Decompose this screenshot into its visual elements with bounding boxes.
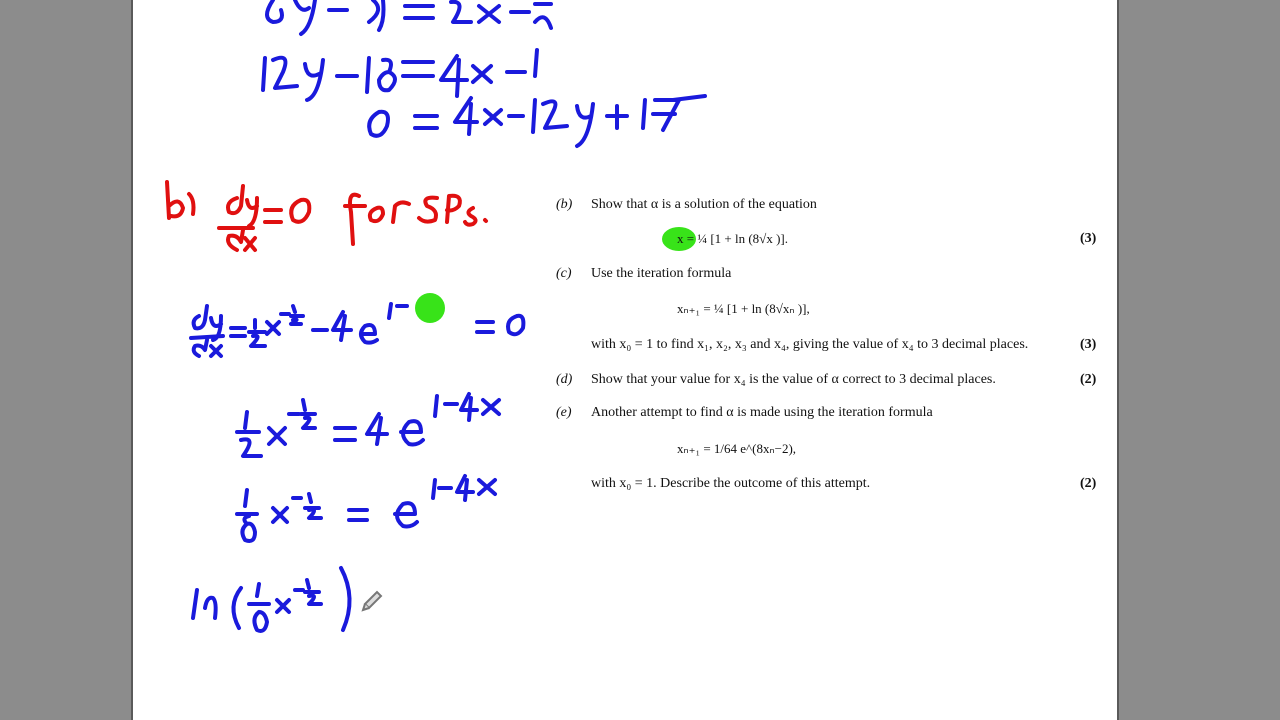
right-margin-panel <box>1117 0 1280 720</box>
pen-cursor-icon <box>363 592 381 610</box>
handwriting-canvas <box>133 0 1117 720</box>
hw-step3 <box>193 568 350 631</box>
question-text: with x₀ = 1. Describe the outcome of this attempt. <box>591 476 871 491</box>
question-label: (b) <box>556 197 573 212</box>
marks: (3) <box>1080 231 1097 246</box>
hw-deriv <box>191 304 523 356</box>
hw-line-3 <box>369 96 705 146</box>
left-margin-panel <box>0 0 133 720</box>
hw-red-notes <box>167 182 486 250</box>
question-text: Another attempt to find α is made using the iteration formula <box>591 405 933 420</box>
whiteboard-page <box>133 0 1117 720</box>
hw-step2 <box>237 476 495 541</box>
question-label: (e) <box>556 405 572 420</box>
question-label: (d) <box>556 372 573 387</box>
question-label: (c) <box>556 266 572 281</box>
highlight-exponent <box>415 293 445 323</box>
question-text: with x₀ = 1 to find x₁, x₂, x₃ and x₄, giving the value of x₄ to 3 decimal places. <box>591 337 1029 352</box>
marks: (2) <box>1080 372 1097 387</box>
marks: (3) <box>1080 337 1097 352</box>
question-text: Show that α is a solution of the equation <box>591 197 817 212</box>
question-text: Use the iteration formula <box>591 266 732 281</box>
hw-line-2 <box>263 50 537 100</box>
hw-line-1 <box>267 0 551 34</box>
question-text: Show that your value for x₄ is the value of α correct to 3 decimal places. <box>591 372 996 387</box>
equation-c: xₙ₊₁ = ¼ [1 + ln (8√xₙ )], <box>677 301 810 316</box>
equation-e: xₙ₊₁ = 1/64 e^(8xₙ−2), <box>677 441 797 456</box>
hw-step1 <box>237 394 499 456</box>
equation-b: x = ¼ [1 + ln (8√x )]. <box>677 231 788 246</box>
marks: (2) <box>1080 476 1097 491</box>
